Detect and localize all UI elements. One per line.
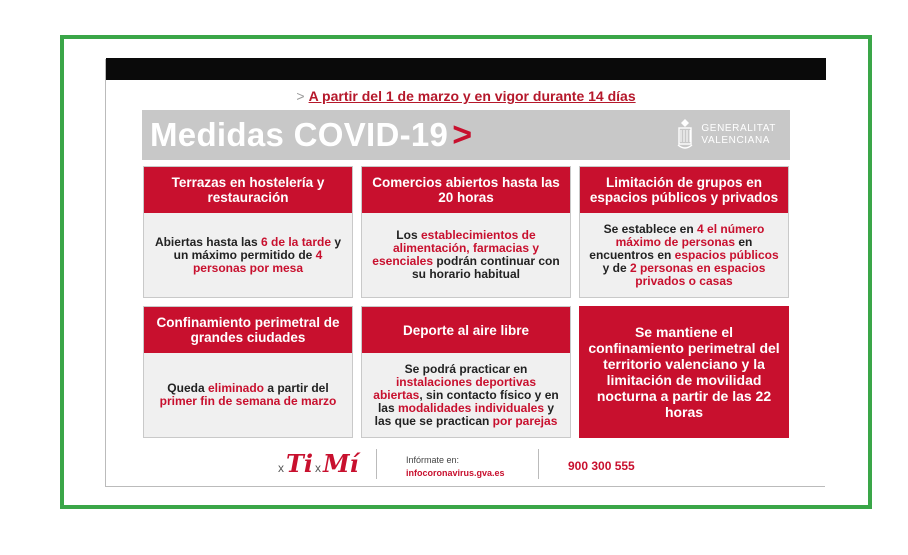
highlight-text: 6 de la tarde — [261, 234, 332, 249]
org-line-1: GENERALITAT — [701, 123, 776, 134]
divider — [538, 449, 539, 479]
ti-x-mi-logo: xTi xMí — [278, 449, 359, 478]
card-header: Limitación de grupos en espacios públicos y privados — [580, 167, 788, 213]
info-block — [406, 455, 505, 478]
card-terrazas — [143, 166, 353, 298]
card-confinamiento-perimetral — [579, 306, 789, 438]
highlight-text: establecimientos de alimentación, farmacias y esenciales — [372, 228, 540, 268]
top-black-bar — [106, 58, 826, 80]
card-header: Deporte al aire libre — [362, 307, 570, 353]
info-url-link[interactable]: infocoronavirus.gva.es — [406, 468, 505, 478]
body-text: Se podrá practicar en — [404, 361, 528, 376]
body-text: a partir del — [264, 381, 329, 395]
body-text: Abiertas hasta las — [154, 234, 261, 249]
card-grupos — [579, 166, 789, 298]
highlight-text: eliminado — [207, 381, 264, 395]
card-body — [580, 213, 788, 297]
body-text: podrán continuar con su horario habitual — [411, 254, 560, 281]
highlight-text: primer fin de semana de marzo — [159, 394, 337, 408]
phone-number[interactable]: 900 300 555 — [568, 459, 635, 473]
body-text: y un máximo permitido de — [173, 234, 342, 262]
highlight-text: 4 el número máximo de personas — [615, 221, 765, 249]
card-header: Comercios abiertos hasta las 20 horas — [362, 167, 570, 213]
card-body — [362, 353, 570, 437]
body-text: Se mantiene el confinamiento perimetral del territorio valenciano y la limitación de movilidad nocturna a partir de las 22 horas — [588, 324, 780, 420]
info-label: Infórmate en: — [406, 455, 460, 465]
coat-of-arms-icon — [675, 118, 695, 152]
chevron-right-icon: > — [296, 88, 305, 104]
footer — [106, 443, 826, 483]
highlight-text: por parejas — [492, 413, 558, 428]
divider — [376, 449, 377, 479]
card-body — [580, 307, 788, 437]
body-text: y de — [602, 260, 630, 275]
arrow-right-icon: > — [452, 116, 473, 154]
body-text: Se establece en — [603, 221, 698, 236]
generalitat-logo — [675, 118, 776, 152]
highlight-text: 4 personas por mesa — [192, 247, 323, 275]
body-text: Los — [396, 228, 421, 242]
page-title-text: Medidas COVID-19 — [150, 116, 449, 153]
subtitle — [106, 88, 826, 104]
subtitle-text: A partir del 1 de marzo y en vigor durante 14 días — [308, 88, 636, 104]
body-text: y las que se practican — [374, 400, 555, 428]
card-comercios — [361, 166, 571, 298]
highlight-text: instalaciones deportivas abiertas — [373, 374, 537, 402]
card-header: Terrazas en hostelería y restauración — [144, 167, 352, 213]
page-title — [150, 116, 472, 155]
highlight-text: espacios públicos — [674, 247, 779, 262]
highlight-text: 2 personas en espacios privados o casas — [629, 260, 766, 288]
body-text: Queda — [167, 381, 208, 395]
card-deporte — [361, 306, 571, 438]
title-banner — [142, 110, 790, 160]
card-confinamiento-ciudades — [143, 306, 353, 438]
body-text: , sin contacto físico y en las — [377, 387, 559, 415]
card-body — [144, 213, 352, 297]
body-text: en encuentros en — [589, 234, 753, 262]
covid-measures-poster — [106, 58, 826, 486]
card-body — [144, 353, 352, 437]
card-header: Confinamiento perimetral de grandes ciudades — [144, 307, 352, 353]
card-body — [362, 213, 570, 297]
highlight-text: modalidades individuales — [397, 400, 545, 415]
org-line-2: VALENCIANA — [701, 135, 771, 146]
